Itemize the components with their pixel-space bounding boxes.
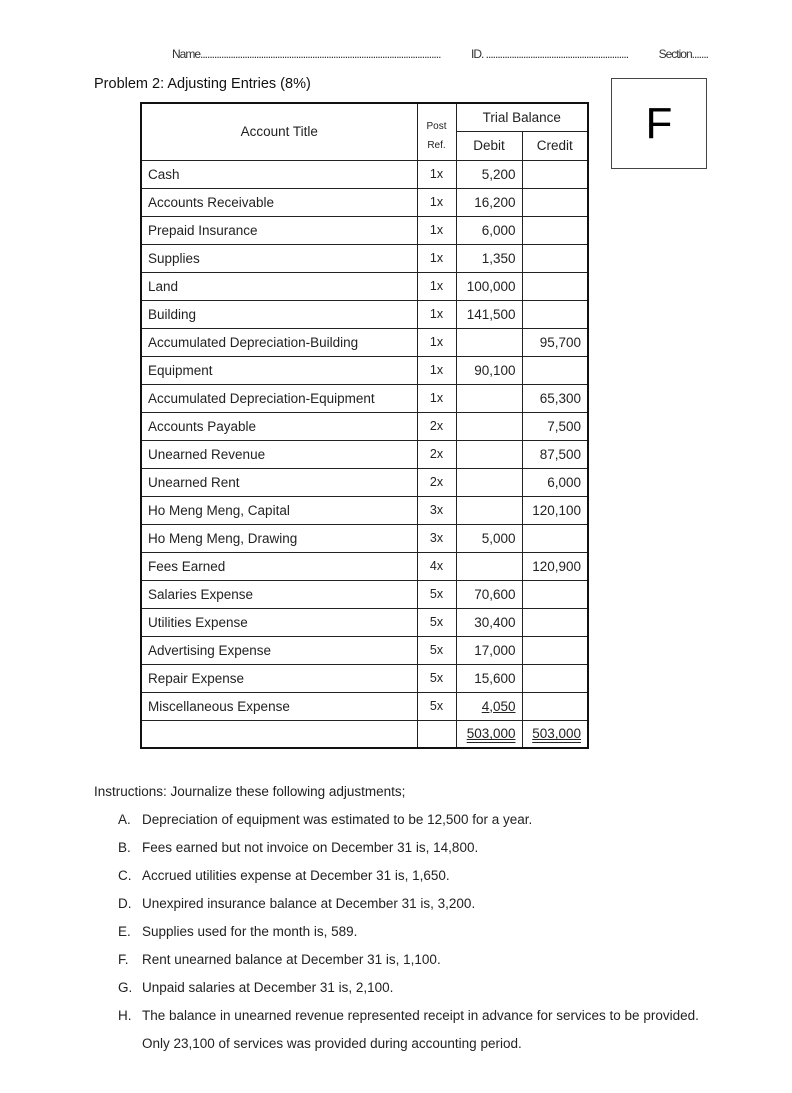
- debit-amount: 17,000: [474, 642, 516, 658]
- account-name: Accounts Payable: [141, 412, 417, 440]
- post-ref: 5x: [417, 636, 456, 664]
- credit-amount: [522, 160, 588, 188]
- table-row: [141, 580, 588, 608]
- item-letter: C.: [118, 868, 132, 883]
- table-row: [141, 188, 588, 216]
- post-ref: 3x: [417, 496, 456, 524]
- credit-header: Credit: [522, 132, 588, 161]
- grade-box: [611, 78, 707, 169]
- instruction-item: [94, 806, 716, 834]
- student-info-line: [172, 47, 708, 61]
- credit-amount: 120,900: [522, 552, 588, 580]
- credit-amount: [522, 580, 588, 608]
- item-text: Fees earned but not invoice on December 31 is, 14,800.: [142, 840, 479, 855]
- account-name: Advertising Expense: [141, 636, 417, 664]
- table-row: [141, 524, 588, 552]
- table-row: [141, 440, 588, 468]
- table-row: [141, 692, 588, 720]
- account-name: Accounts Receivable: [141, 188, 417, 216]
- account-name: Salaries Expense: [141, 580, 417, 608]
- item-letter: F.: [118, 952, 129, 967]
- debit-amount: 30,400: [474, 614, 516, 630]
- table-row: [141, 328, 588, 356]
- account-name: Prepaid Insurance: [141, 216, 417, 244]
- instructions: [94, 778, 716, 1058]
- item-text: Depreciation of equipment was estimated to be 12,500 for a year.: [142, 812, 533, 827]
- debit-header: Debit: [456, 132, 522, 161]
- post-ref: 1x: [417, 160, 456, 188]
- debit-amount: 1,350: [481, 250, 516, 266]
- credit-amount: [522, 608, 588, 636]
- debit-amount: 6,000: [481, 222, 516, 238]
- item-text: Accrued utilities expense at December 31 is, 1,650.: [142, 868, 450, 883]
- credit-amount: [522, 244, 588, 272]
- credit-amount: [522, 188, 588, 216]
- debit-amount: 141,500: [466, 306, 516, 322]
- table-row: [141, 468, 588, 496]
- item-text: Supplies used for the month is, 589.: [142, 924, 358, 939]
- account-name: Ho Meng Meng, Drawing: [141, 524, 417, 552]
- post-ref: 4x: [417, 552, 456, 580]
- account-name: Unearned Revenue: [141, 440, 417, 468]
- post-ref: 1x: [417, 384, 456, 412]
- credit-amount: [522, 636, 588, 664]
- credit-amount: [522, 300, 588, 328]
- total-row: [141, 720, 588, 748]
- account-name: Utilities Expense: [141, 608, 417, 636]
- post-ref: 2x: [417, 468, 456, 496]
- trial-balance-table: [140, 102, 589, 749]
- post-ref: 5x: [417, 664, 456, 692]
- instruction-item: [94, 862, 716, 890]
- account-name: Ho Meng Meng, Capital: [141, 496, 417, 524]
- table-row: [141, 636, 588, 664]
- debit-amount: 100,000: [466, 278, 516, 294]
- id-field: ID. .............................................................: [471, 47, 629, 61]
- table-row: [141, 384, 588, 412]
- item-letter: A.: [118, 812, 131, 827]
- credit-amount: [522, 216, 588, 244]
- debit-amount: 16,200: [474, 194, 516, 210]
- post-ref: 1x: [417, 328, 456, 356]
- item-text: Unpaid salaries at December 31 is, 2,100.: [142, 980, 394, 995]
- table-row: [141, 300, 588, 328]
- credit-amount: 6,000: [522, 468, 588, 496]
- grade-letter: F: [645, 98, 673, 148]
- post-ref: 1x: [417, 244, 456, 272]
- account-name: Accumulated Depreciation-Building: [141, 328, 417, 356]
- credit-amount: [522, 272, 588, 300]
- account-name: Miscellaneous Expense: [141, 692, 417, 720]
- table-row: [141, 412, 588, 440]
- account-name: Unearned Rent: [141, 468, 417, 496]
- post-ref: 3x: [417, 524, 456, 552]
- item-letter: G.: [118, 980, 133, 995]
- debit-amount: 5,200: [481, 166, 516, 182]
- item-letter: D.: [118, 896, 132, 911]
- post-ref: 1x: [417, 300, 456, 328]
- item-text: The balance in unearned revenue represented receipt in advance for services to be provided. Only 23,100 of services was provided during accounting period.: [142, 1008, 699, 1051]
- post-ref: 5x: [417, 692, 456, 720]
- post-ref: 5x: [417, 608, 456, 636]
- account-name: Repair Expense: [141, 664, 417, 692]
- credit-amount: 7,500: [522, 412, 588, 440]
- table-row: [141, 160, 588, 188]
- section-field: Section.......: [658, 47, 708, 61]
- item-text: Rent unearned balance at December 31 is, 1,100.: [142, 952, 441, 967]
- account-name: Accumulated Depreciation-Equipment: [141, 384, 417, 412]
- item-letter: E.: [118, 924, 131, 939]
- item-letter: B.: [118, 840, 131, 855]
- credit-amount: 95,700: [522, 328, 588, 356]
- instruction-item: [94, 834, 716, 862]
- instruction-item: [94, 918, 716, 946]
- table-row: [141, 608, 588, 636]
- instructions-intro: Instructions: Journalize these following adjustments;: [94, 784, 406, 799]
- account-name: Cash: [141, 160, 417, 188]
- credit-amount: 120,100: [522, 496, 588, 524]
- post-ref: 1x: [417, 188, 456, 216]
- instruction-item: [94, 1002, 716, 1058]
- table-row: [141, 496, 588, 524]
- table-row: [141, 552, 588, 580]
- post-ref: 1x: [417, 216, 456, 244]
- debit-amount: 4,050: [481, 698, 516, 714]
- account-name: Equipment: [141, 356, 417, 384]
- credit-amount: [522, 356, 588, 384]
- item-letter: H.: [118, 1008, 132, 1023]
- credit-amount: [522, 664, 588, 692]
- post-ref-header: Post: [417, 103, 456, 132]
- credit-amount: 65,300: [522, 384, 588, 412]
- instruction-item: [94, 946, 716, 974]
- post-ref: 2x: [417, 412, 456, 440]
- name-field: Name.......................................................................................................: [172, 47, 441, 61]
- debit-amount: 15,600: [474, 670, 516, 686]
- total-debit: 503,000: [466, 726, 516, 742]
- credit-amount: [522, 692, 588, 720]
- account-name: Land: [141, 272, 417, 300]
- instruction-item: [94, 890, 716, 918]
- credit-amount: [522, 524, 588, 552]
- table-row: [141, 272, 588, 300]
- total-credit: 503,000: [532, 726, 581, 742]
- post-ref: 1x: [417, 356, 456, 384]
- debit-amount: 5,000: [481, 530, 516, 546]
- instruction-item: [94, 974, 716, 1002]
- post-ref: 5x: [417, 580, 456, 608]
- account-name: Fees Earned: [141, 552, 417, 580]
- problem-title: Problem 2: Adjusting Entries (8%): [94, 76, 311, 92]
- post-ref: 2x: [417, 440, 456, 468]
- table-row: [141, 664, 588, 692]
- post-ref-header-2: Ref.: [417, 132, 456, 161]
- credit-amount: 87,500: [522, 440, 588, 468]
- table-row: [141, 216, 588, 244]
- item-text: Unexpired insurance balance at December 31 is, 3,200.: [142, 896, 476, 911]
- account-title-header: Account Title: [141, 103, 417, 160]
- table-row: [141, 244, 588, 272]
- account-name: Supplies: [141, 244, 417, 272]
- post-ref: 1x: [417, 272, 456, 300]
- debit-amount: 90,100: [474, 362, 516, 378]
- trial-balance-header: Trial Balance: [456, 103, 588, 132]
- account-name: Building: [141, 300, 417, 328]
- table-row: [141, 356, 588, 384]
- debit-amount: 70,600: [474, 586, 516, 602]
